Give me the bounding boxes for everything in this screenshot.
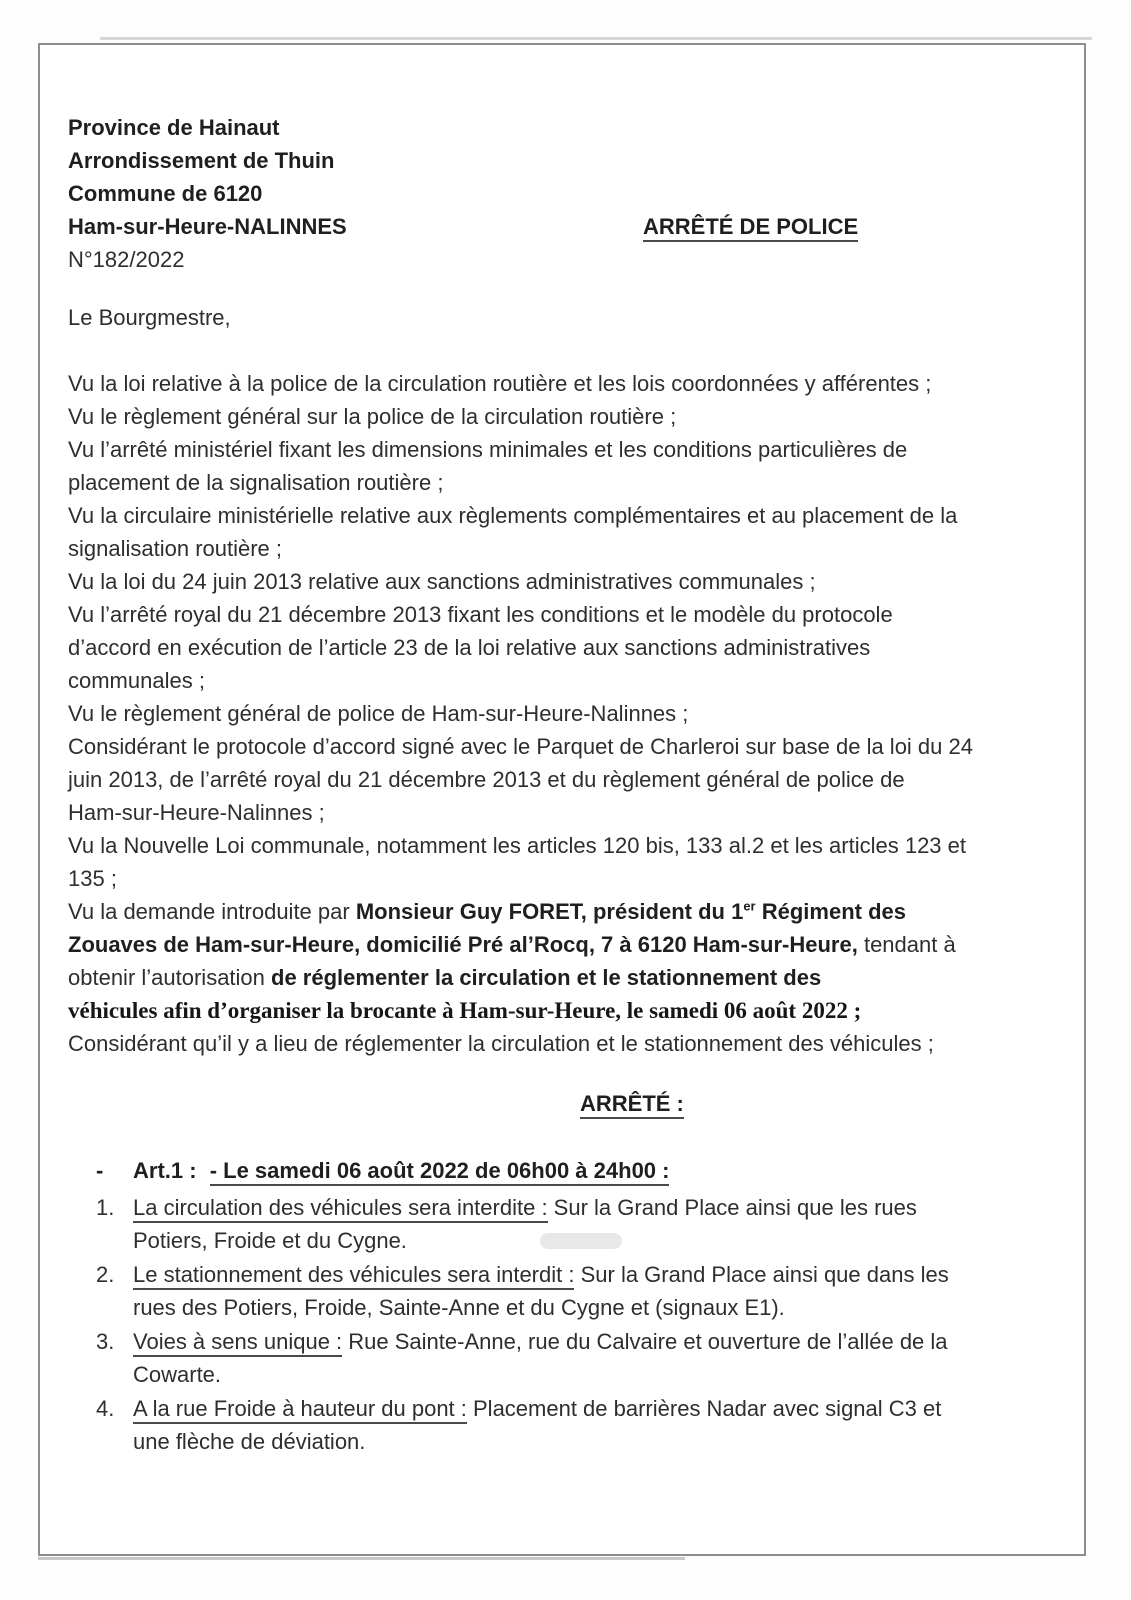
- request-authorization: obtenir l’autorisation: [68, 965, 272, 990]
- preamble-line: Vu la loi relative à la police de la circulation routière et les lois coordonnées y afférentes ;: [68, 371, 932, 396]
- doc-number: N°182/2022: [68, 247, 185, 272]
- request-intro: Vu la demande introduite par: [68, 899, 356, 924]
- item-lead: A la rue Froide à hauteur du pont :: [133, 1396, 467, 1424]
- header-line-province: Province de Hainaut: [68, 115, 280, 140]
- preamble-line: 135 ;: [68, 866, 117, 891]
- applicant-regiment: Régiment des: [755, 899, 906, 924]
- article-item: [68, 1325, 1020, 1391]
- salutation: Le Bourgmestre,: [68, 305, 231, 330]
- page-frame: [38, 43, 1086, 1556]
- header-line-arrondissement: Arrondissement de Thuin: [68, 148, 335, 173]
- item-line-1: [68, 1191, 1020, 1224]
- item-rest: Placement de barrières Nadar avec signal C3 et: [466, 1396, 942, 1421]
- header-block: [68, 111, 347, 276]
- preamble-line: Vu le règlement général de police de Ham-sur-Heure-Nalinnes ;: [68, 701, 689, 726]
- applicant-name: Monsieur Guy FORET, président du 1: [355, 899, 744, 924]
- preamble-line: Vu l’arrêté royal du 21 décembre 2013 fixant les conditions et le modèle du protocole: [68, 602, 893, 627]
- item-number: 2.: [96, 1262, 115, 1287]
- article-label: Art.1 :: [133, 1158, 203, 1183]
- item-number: 4.: [96, 1396, 115, 1421]
- article-1-block: [68, 1154, 1020, 1458]
- header-line-municipality: Ham-sur-Heure-NALINNES: [68, 214, 347, 239]
- item-line-2: Potiers, Froide et du Cygne.: [133, 1228, 407, 1253]
- item-line-1: [68, 1258, 1020, 1291]
- item-lead: Le stationnement des véhicules sera interdit :: [133, 1262, 574, 1290]
- preamble-line: signalisation routière ;: [68, 536, 283, 561]
- item-lead: La circulation des véhicules sera interdite :: [133, 1195, 548, 1223]
- doc-title: [643, 210, 858, 243]
- article-1-heading: [68, 1154, 1020, 1187]
- article-dash: -: [96, 1158, 104, 1183]
- article-item: [68, 1191, 1020, 1257]
- preamble-closing: Considérant qu’il y a lieu de réglementer la circulation et le stationnement des véhicules ;: [68, 1031, 934, 1056]
- preamble-block: [68, 367, 1020, 1060]
- preamble-line: juin 2013, de l’arrêté royal du 21 décembre 2013 et du règlement général de police de: [68, 767, 905, 792]
- item-line-1: [68, 1325, 1020, 1358]
- item-line-1: [68, 1392, 1020, 1425]
- doc-title-text: ARRÊTÉ DE POLICE: [643, 214, 858, 242]
- item-line-2: rues des Potiers, Froide, Sainte-Anne et du Cygne et (signaux E1).: [133, 1295, 785, 1320]
- decree-heading: [68, 1087, 684, 1120]
- preamble-line: Vu la loi du 24 juin 2013 relative aux sanctions administratives communales ;: [68, 569, 816, 594]
- item-line-2: Cowarte.: [133, 1362, 222, 1387]
- request-continuation: tendant à: [857, 932, 956, 957]
- item-rest: Sur la Grand Place ainsi que dans les: [574, 1262, 949, 1287]
- request-purpose-bold: de réglementer la circulation et le stationnement des: [271, 965, 822, 990]
- ordinal-superscript: er: [743, 898, 756, 914]
- preamble-line: Vu la circulaire ministérielle relative aux règlements complémentaires et au placement de la: [68, 503, 958, 528]
- item-rest: Sur la Grand Place ainsi que les rues: [547, 1195, 917, 1220]
- item-lead: Voies à sens unique :: [133, 1329, 342, 1357]
- preamble-line: placement de la signalisation routière ;: [68, 470, 444, 495]
- preamble-line: communales ;: [68, 668, 205, 693]
- decree-heading-text: ARRÊTÉ :: [580, 1091, 684, 1119]
- article-item: [68, 1258, 1020, 1324]
- preamble-line: Vu la Nouvelle Loi communale, notamment les articles 120 bis, 133 al.2 et les articles 123 et: [68, 833, 966, 858]
- request-line-2: [68, 928, 1020, 961]
- item-number: 1.: [96, 1195, 115, 1220]
- request-line-1: [68, 895, 1020, 928]
- request-line-3: [68, 961, 1020, 994]
- preamble-line: Vu le règlement général sur la police de la circulation routière ;: [68, 404, 677, 429]
- preamble-line: d’accord en exécution de l’article 23 de la loi relative aux sanctions administratives: [68, 635, 871, 660]
- request-event-line: véhicules afin d’organiser la brocante à Ham-sur-Heure, le samedi 06 août 2022 ;: [68, 998, 862, 1023]
- item-line-2: une flèche de déviation.: [133, 1429, 366, 1454]
- preamble-line: Ham-sur-Heure-Nalinnes ;: [68, 800, 325, 825]
- header-line-commune: Commune de 6120: [68, 181, 263, 206]
- preamble-line: Considérant le protocole d’accord signé avec le Parquet de Charleroi sur base de la loi du 24: [68, 734, 973, 759]
- article-heading-underlined: - Le samedi 06 août 2022 de 06h00 à 24h00 :: [210, 1158, 670, 1186]
- item-rest: Rue Sainte-Anne, rue du Calvaire et ouverture de l’allée de la: [342, 1329, 948, 1354]
- item-number: 3.: [96, 1329, 115, 1354]
- preamble-line: Vu l’arrêté ministériel fixant les dimensions minimales et les conditions particulières de: [68, 437, 908, 462]
- applicant-address: Zouaves de Ham-sur-Heure, domicilié Pré al’Rocq, 7 à 6120 Ham-sur-Heure,: [68, 932, 858, 957]
- article-item-list: [68, 1191, 1020, 1458]
- article-item: [68, 1392, 1020, 1458]
